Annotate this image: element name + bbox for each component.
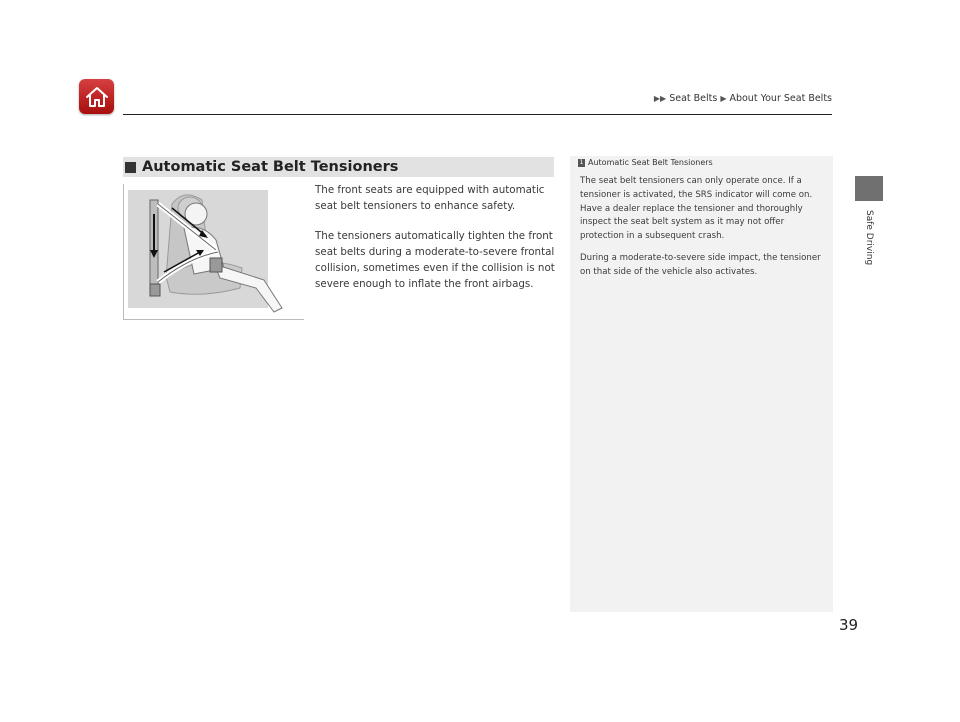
side-note-paragraph: During a moderate-to-severe side impact, the tensioner on that side of the vehicle also activates. <box>580 252 821 277</box>
header-divider <box>123 114 832 115</box>
side-note-panel <box>570 156 833 612</box>
seat-belt-illustration <box>123 184 304 320</box>
section-body <box>315 182 560 306</box>
side-note-paragraph: The seat belt tensioners can only operate once. If a tensioner is activated, the SRS indicator will come on. Have a dealer replace the tensioner and thoroughly inspect the seat belt system as it may not offer protection in a subsequent crash. <box>580 176 813 242</box>
home-button[interactable] <box>79 79 114 114</box>
reference-number: 1 <box>579 158 584 166</box>
chapter-marker <box>855 176 883 201</box>
breadcrumb <box>654 93 832 104</box>
home-icon <box>84 84 110 110</box>
body-paragraph: The front seats are equipped with automatic seat belt tensioners to enhance safety. <box>315 184 545 212</box>
chapter-tab[interactable]: Safe Driving <box>864 210 874 266</box>
section-heading <box>123 157 554 177</box>
breadcrumb-item-about-seat-belts[interactable]: About Your Seat Belts <box>729 93 832 104</box>
section-square-icon <box>125 162 136 173</box>
side-note-title: Automatic Seat Belt Tensioners <box>588 158 713 167</box>
page-number: 39 <box>839 616 859 634</box>
breadcrumb-item-seat-belts[interactable]: Seat Belts <box>669 93 718 104</box>
side-note-heading <box>578 158 713 167</box>
body-paragraph: The tensioners automatically tighten the front seat belts during a moderate-to-severe frontal collision, sometimes even if the collision is not severe enough to inflate the front airbags. <box>315 230 555 290</box>
section-title: Automatic Seat Belt Tensioners <box>142 159 399 175</box>
breadcrumb-arrow-icon: ▶▶ <box>653 94 667 103</box>
side-note-body <box>580 175 828 288</box>
breadcrumb-arrow-icon: ▶ <box>720 94 727 103</box>
